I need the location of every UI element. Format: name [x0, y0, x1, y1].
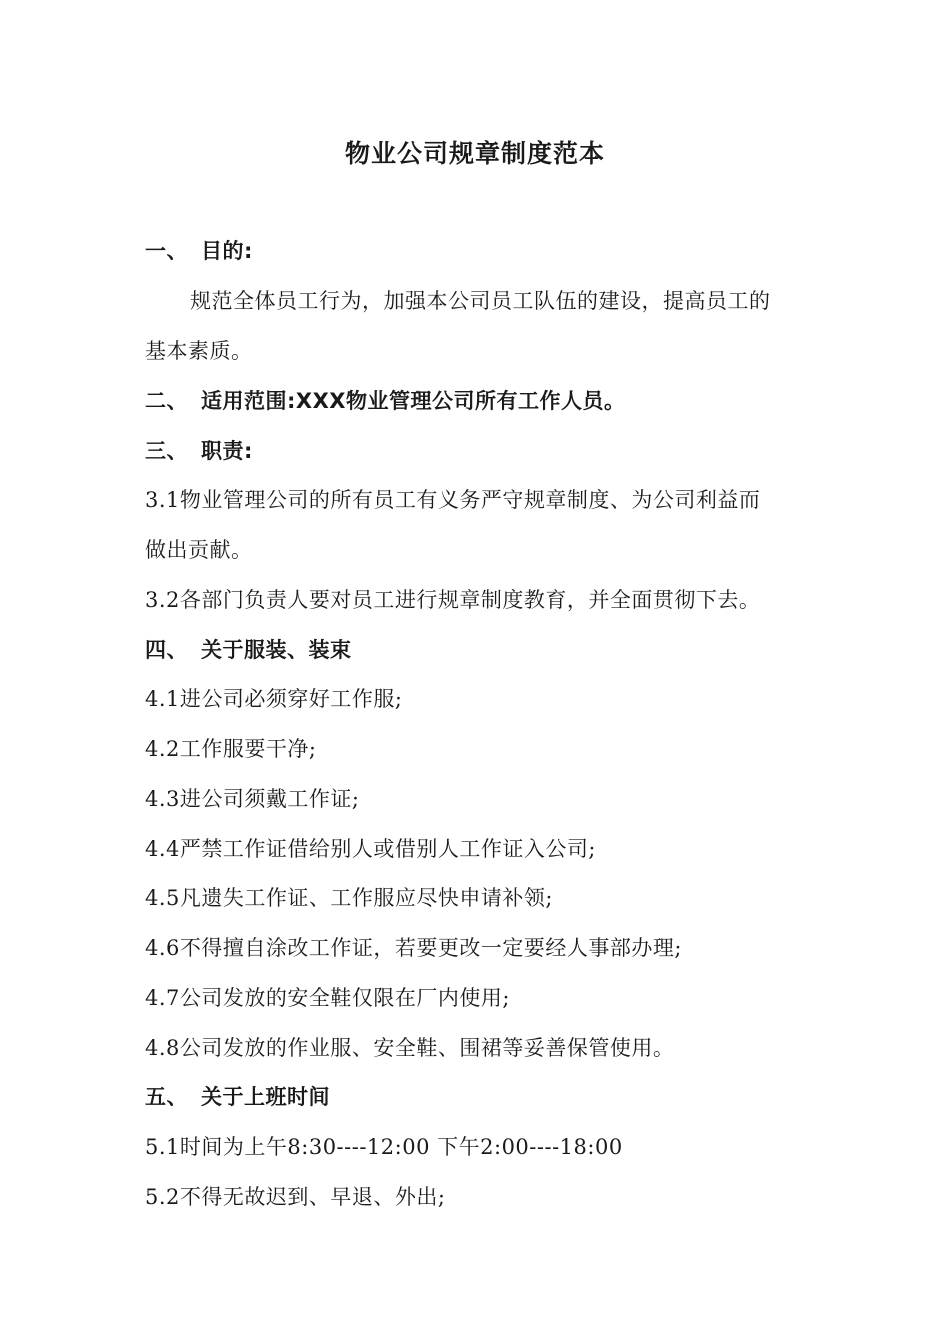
section-heading-3: [145, 436, 825, 466]
section-title: 关于上班时间: [201, 1085, 330, 1109]
section-title: 职责:: [201, 439, 253, 463]
section-number: 二、: [145, 389, 188, 413]
clause-line: 4.4严禁工作证借给别人或借别人工作证入公司;: [145, 837, 596, 861]
section-title: 关于服装、装束: [201, 638, 352, 662]
section-number: 三、: [145, 439, 188, 463]
clause-line: 5.1时间为上午8:30----12:00 下午2:00----18:00: [145, 1135, 623, 1159]
paragraph-line: 基本素质。: [145, 339, 253, 363]
clause-line: 4.8公司发放的作业服、安全鞋、围裙等妥善保管使用。: [145, 1036, 675, 1060]
section-heading-2: [145, 386, 825, 416]
clause-line: 4.3进公司须戴工作证;: [145, 787, 360, 811]
clause-line: 4.6不得擅自涂改工作证，若要更改一定要经人事部办理;: [145, 936, 682, 960]
clause-line: 4.2工作服要干净;: [145, 737, 317, 761]
clause-line: 4.5凡遗失工作证、工作服应尽快申请补领;: [145, 886, 553, 910]
section-title: 目的:: [201, 239, 253, 263]
section-number: 四、: [145, 638, 188, 662]
section-heading-1: [145, 236, 825, 266]
section-heading-5: [145, 1082, 825, 1112]
section-heading-4: [145, 635, 825, 665]
document-title: 物业公司规章制度范本: [344, 139, 605, 168]
clause-line: 做出贡献。: [145, 538, 253, 562]
section-number: 一、: [145, 239, 188, 263]
clause-line: 4.7公司发放的安全鞋仅限在厂内使用;: [145, 986, 510, 1010]
clause-line: 3.1物业管理公司的所有员工有义务严守规章制度、为公司利益而: [145, 488, 761, 512]
clause-line: 5.2不得无故迟到、早退、外出;: [145, 1185, 446, 1209]
paragraph-line: 规范全体员工行为，加强本公司员工队伍的建设，提高员工的: [190, 289, 771, 313]
clause-line: 4.1进公司必须穿好工作服;: [145, 687, 403, 711]
section-number: 五、: [145, 1085, 188, 1109]
clause-line: 3.2各部门负责人要对员工进行规章制度教育，并全面贯彻下去。: [145, 588, 761, 612]
section-title: 适用范围:XXX物业管理公司所有工作人员。: [201, 389, 626, 413]
